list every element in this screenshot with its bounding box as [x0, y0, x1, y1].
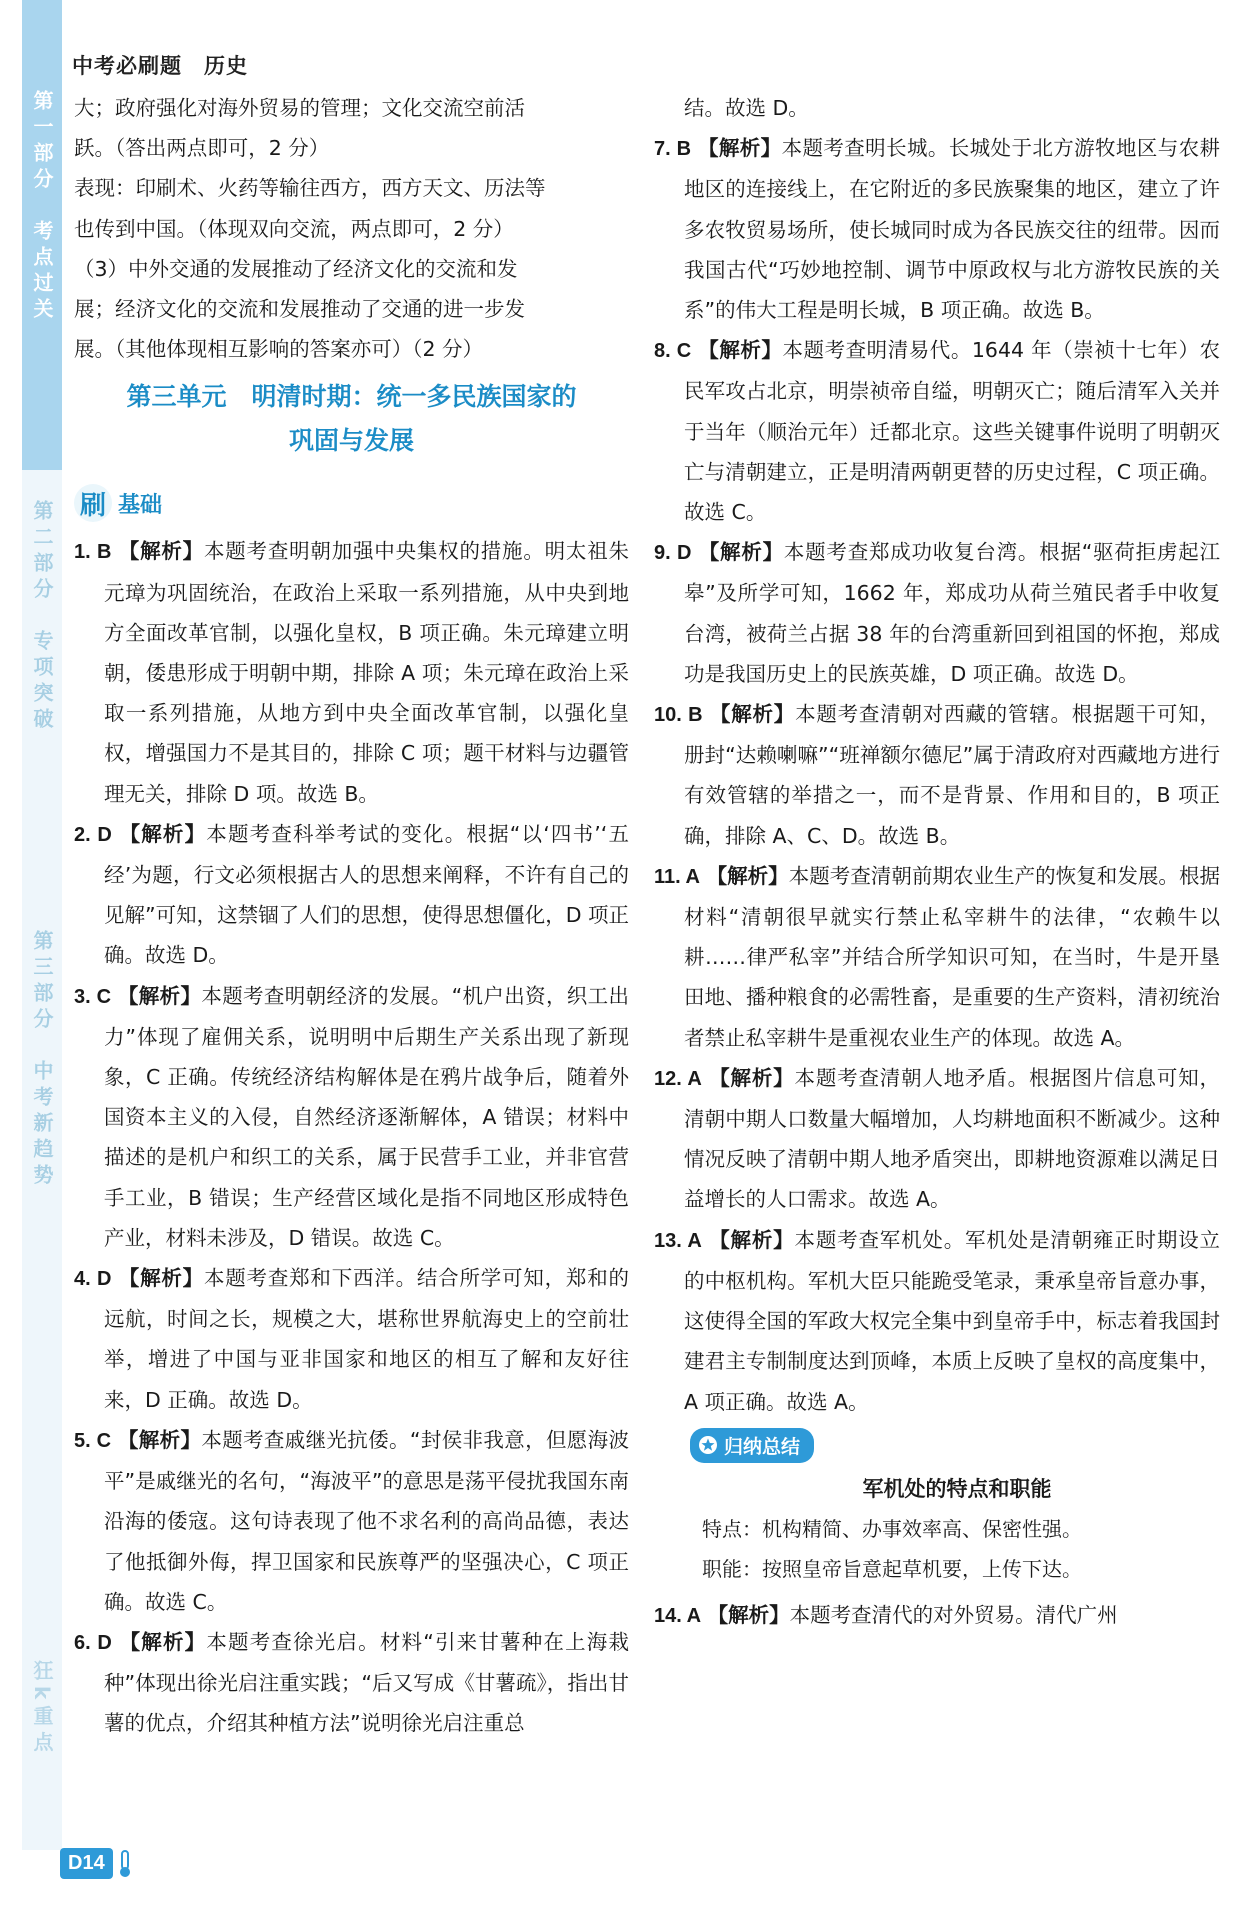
answer-item: [654, 694, 1220, 856]
answer-text: 本题考查清朝人地矛盾。根据图片信息可知，清朝中期人口数量大幅增加，人均耕地面积不断减少。这种情况反映了清朝中期人地矛盾突出，即耕地资源难以满足日益增长的人口需求。故选 A。: [684, 1065, 1221, 1212]
text-line: 展。（其他体现相互影响的答案亦可）（2 分）: [74, 337, 484, 362]
answer-number: 11. A: [654, 865, 700, 888]
answer-text: 本题考查徐光启。材料“引来甘薯种在上海栽种”体现出徐光启注重实践；“后又写成《甘薯疏》，指出甘薯的优点，介绍其种植方法”说明徐光启注重总: [104, 1629, 629, 1736]
sidebar: [22, 0, 62, 1850]
answer-text: 本题考查郑成功收复台湾。根据“驱荷拒虏起江皋”及所学可知，1662 年，郑成功从荷兰殖民者手中收复台湾，被荷兰占据 38 年的台湾重新回到祖国的怀抱，郑成功是我国历史上的民族英雄，D 项正确。故选 D。: [684, 540, 1220, 686]
right-column: [654, 88, 1220, 1636]
answer-number: 5. C: [74, 1429, 112, 1452]
summary-tag: [690, 1428, 814, 1463]
section-badge-icon: 刷: [74, 484, 112, 522]
answer-item: [74, 1622, 629, 1744]
answer-number: 4. D: [74, 1268, 112, 1291]
previous-answer-continuation: [74, 88, 629, 369]
analysis-tag: 【解析】: [698, 338, 783, 363]
analysis-tag: 【解析】: [698, 136, 782, 161]
answer-item: [654, 1058, 1220, 1220]
answer-item: [74, 976, 629, 1258]
answer-item: [654, 330, 1220, 532]
answer-text: 本题考查清朝对西藏的管辖。根据题干可知，册封“达赖喇嘛”“班禅额尔德尼”属于清政府对西藏地方进行有效管辖的举措之一，而不是背景、作用和目的，B 项正确，排除 A、C、D。故选 B。: [684, 702, 1221, 848]
summary-title: 军机处的特点和职能: [862, 1476, 1052, 1501]
answer-text: 本题考查清朝前期农业生产的恢复和发展。根据材料“清朝很早就实行禁止私宰耕牛的法律，“农赖牛以耕……律严私宰”并结合所学知识可知，在当时，牛是开垦田地、播种粮食的必需牲畜，是重要的生产资料，清初统治者禁止私宰耕牛是重视农业生产的体现。故选 A。: [684, 863, 1220, 1050]
analysis-tag: 【解析】: [709, 1227, 795, 1252]
answer-number: 2. D: [74, 823, 112, 846]
answer-item: [74, 1258, 629, 1420]
analysis-tag: 【解析】: [119, 821, 207, 846]
text-line: 展；经济文化的交流和发展推动了交通的进一步发: [74, 297, 525, 322]
analysis-tag: 【解析】: [119, 1629, 207, 1654]
answer-item: [74, 814, 629, 976]
answer-text: 本题考查戚继光抗倭。“封侯非我意，但愿海波平”是戚继光的名句，“海波平”的意思是荡平侵扰我国东南沿海的倭寇。这句诗表现了他不求名利的高尚品德，表达了他抵御外侮，捍卫国家和民族尊严的坚强决心，C 项正确。故选 C。: [104, 1427, 630, 1614]
summary-tag-label: 归纳总结: [724, 1435, 801, 1458]
analysis-tag: 【解析】: [118, 1266, 204, 1291]
section-label: 基础: [118, 491, 163, 518]
analysis-tag: 【解析】: [698, 540, 784, 565]
answer-item: [654, 128, 1220, 330]
answer-item: [74, 1420, 629, 1622]
summary-item: 职能：按照皇帝旨意起草机要，上传下达。: [702, 1556, 1082, 1581]
unit-title-line-1: 第三单元 明清时期：统一多民族国家的: [126, 382, 577, 412]
answer-text: 本题考查明长城。长城处于北方游牧地区与农耕地区的连接线上，在它附近的多民族聚集的地区，建立了许多农牧贸易场所，使长城同时成为各民族交往的纽带。因而我国古代“巧妙地控制、调节中原政权与北方游牧民族的关系”的伟大工程是明长城，B 项正确。故选 B。: [684, 136, 1221, 323]
analysis-tag: 【解析】: [709, 702, 796, 727]
answer-number: 13. A: [654, 1229, 702, 1252]
answer-item: [654, 1220, 1220, 1422]
left-column: [74, 88, 629, 1744]
answer-text: 本题考查明清易代。1644 年（崇祯十七年）农民军攻占北京，明崇祯帝自缢，明朝灭亡；随后清军入关并于当年（顺治元年）迁都北京。这些关键事件说明了明朝灭亡与清朝建立，正是明清两朝更替的历史过程，C 项正确。故选 C。: [684, 338, 1220, 525]
page-number: D14: [60, 1848, 113, 1879]
answer-number: 6. D: [74, 1631, 112, 1654]
thermometer-icon: [115, 1849, 135, 1879]
answer-continuation: 结。故选 D。: [684, 96, 809, 120]
sidebar-item-part-2[interactable]: 第二部分 专项突破: [30, 500, 54, 734]
answer-text: 本题考查清代的对外贸易。清代广州: [789, 1602, 1118, 1627]
answer-number: 1. B: [74, 541, 112, 564]
summary-box: [694, 1469, 1220, 1589]
running-header: 中考必刷题 历史: [72, 54, 248, 78]
analysis-tag: 【解析】: [709, 1065, 795, 1090]
answer-item: [654, 1595, 1220, 1636]
answer-text: 本题考查科举考试的变化。根据“以‘四书’‘五经’为题，行文必须根据古人的思想来阐释，不许有自己的见解”可知，这禁锢了人们的思想，使得思想僵化，D 项正确。故选 D。: [104, 821, 629, 968]
unit-title: [74, 375, 629, 463]
section-heading: [74, 477, 629, 529]
analysis-tag: 【解析】: [117, 1427, 202, 1452]
answer-text: 本题考查郑和下西洋。结合所学可知，郑和的远航，时间之长，规模之大，堪称世界航海史上的空前壮举，增进了中国与亚非国家和地区的相互了解和友好往来，D 正确。故选 D。: [104, 1266, 630, 1412]
sidebar-item-part-1[interactable]: 第一部分 考点过关: [30, 90, 54, 324]
summary-item: 特点：机构精简、办事效率高、保密性强。: [702, 1516, 1082, 1541]
answer-item: [74, 531, 629, 813]
text-line: 跃。（答出两点即可，2 分）: [74, 136, 330, 161]
answer-number: 14. A: [654, 1604, 702, 1627]
answer-number: 10. B: [654, 704, 703, 727]
answer-text: 本题考查军机处。军机处是清朝雍正时期设立的中枢机构。军机大臣只能跪受笔录，秉承皇帝旨意办事，这使得全国的军政大权完全集中到皇帝手中，标志着我国封建君主专制制度达到顶峰，本质上反映了皇权的高度集中，A 项正确。故选 A。: [684, 1227, 1221, 1414]
answer-item: [654, 856, 1220, 1058]
answer-number: 8. C: [654, 340, 692, 363]
answer-text: 本题考查明朝经济的发展。“机户出资，织工出力”体现了雇佣关系，说明明中后期生产关系出现了新现象，C 正确。传统经济结构解体是在鸦片战争后，随着外国资本主义的入侵，自然经济逐渐解体，A 错误；材料中描述的是机户和织工的关系，属于民营手工业，并非官营手工业，B 错误；生产经营区域化是指不同地区形成特色产业，材料未涉及，D 错误。故选 C。: [104, 983, 630, 1250]
page-footer: [60, 1848, 135, 1879]
sidebar-item-part-3[interactable]: 第三部分 中考新趋势: [30, 930, 54, 1190]
analysis-tag: 【解析】: [706, 863, 789, 888]
answer-number: 12. A: [654, 1067, 702, 1090]
unit-title-line-2: 巩固与发展: [288, 426, 414, 456]
sidebar-item-key-points[interactable]: 狂k重点: [30, 1660, 54, 1758]
analysis-tag: 【解析】: [117, 983, 202, 1008]
answer-text: 本题考查明朝加强中央集权的措施。明太祖朱元璋为巩固统治，在政治上采取一系列措施，从中央到地方全面改革官制，以强化皇权，B 项正确。朱元璋建立明朝，倭患形成于明朝中期，排除 A 项；朱元璋在政治上采取一系列措施，从地方到中央全面改革官制，以强化皇权，增强国力不是其目的，排除 C 项；题干材料与边疆管理无关，排除 D 项。故选 B。: [104, 539, 630, 806]
analysis-tag: 【解析】: [118, 539, 204, 564]
analysis-tag: 【解析】: [707, 1602, 790, 1627]
answer-number: 9. D: [654, 542, 692, 565]
answer-item: [654, 532, 1220, 694]
star-icon: [698, 1435, 718, 1455]
answer-number: 3. C: [74, 985, 112, 1008]
text-line: 表现：印刷术、火药等输往西方，西方天文、历法等: [74, 176, 546, 201]
text-line: （3）中外交通的发展推动了经济文化的交流和发: [74, 256, 518, 281]
answer-number: 7. B: [654, 138, 692, 161]
text-line: 也传到中国。（体现双向交流，两点即可，2 分）: [74, 216, 514, 241]
text-line: 大；政府强化对海外贸易的管理；文化交流空前活: [74, 96, 525, 120]
